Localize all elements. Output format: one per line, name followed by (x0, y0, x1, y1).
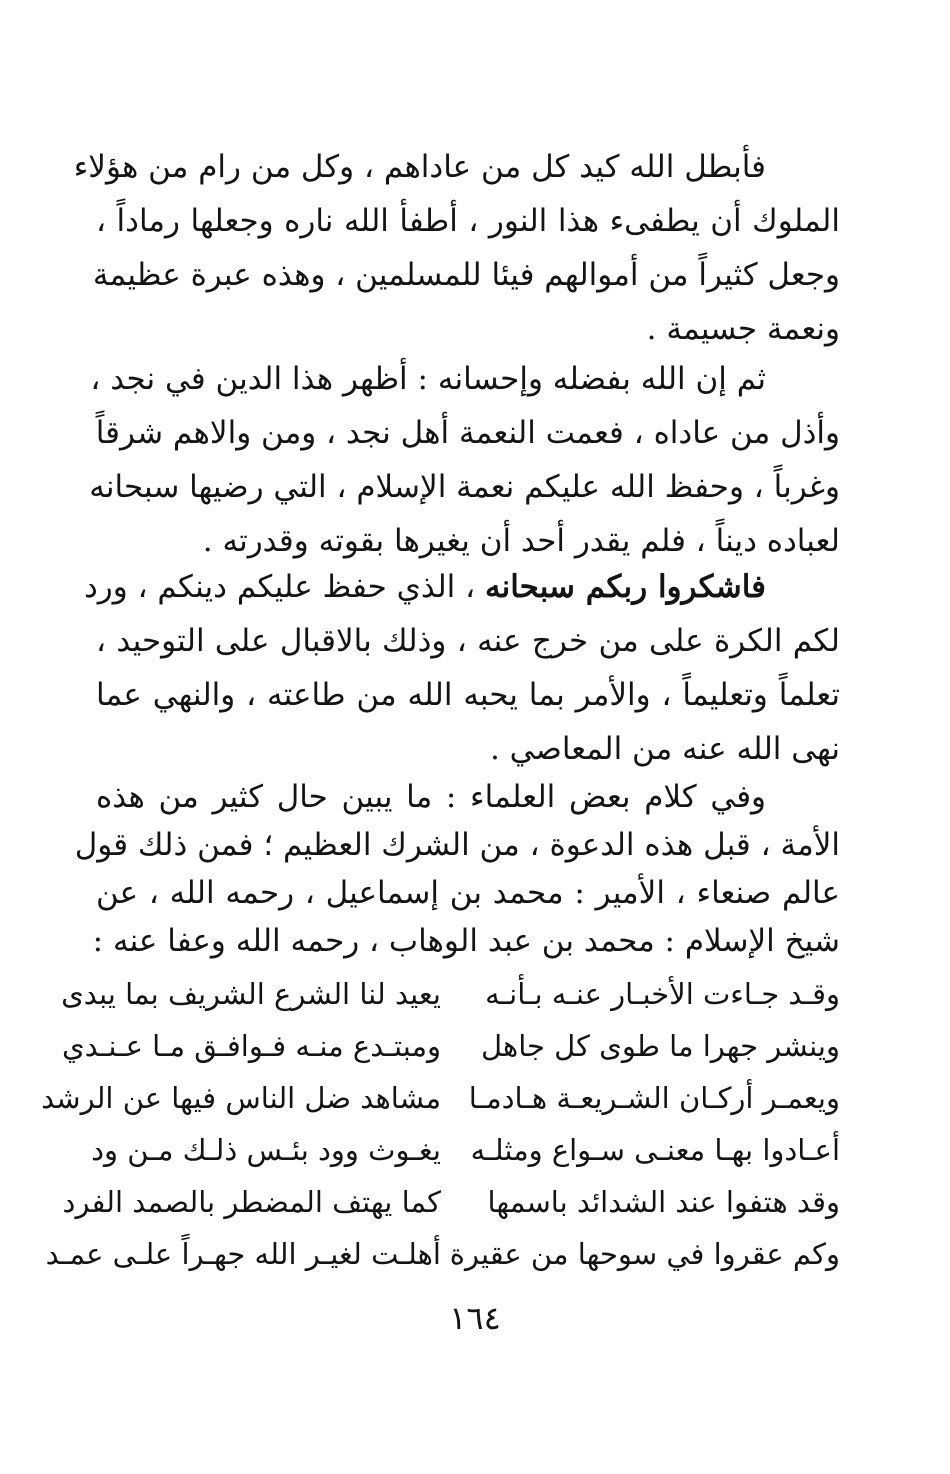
verse-second-hemistich: كما يهتف المضطر بالصمد الفرد (62, 1185, 441, 1219)
verse-second-hemistich: يعيد لنا الشرع الشريف بما يبدى (61, 977, 441, 1011)
verse-first-hemistich: وكم عقروا في سوحها من عقيرة (449, 1237, 840, 1271)
paragraph-line: الأمة ، قبل هذه الدعوة ، من الشرك العظيم ؛ فمن ذلك قول (74, 827, 840, 863)
poem-verse (91, 1122, 840, 1178)
paragraph-line: لكم الكرة على من خرج عنه ، وذلك بالاقبال على التوحيد ، (96, 623, 840, 659)
poem-verse (61, 966, 840, 1022)
paragraph-line: لعباده ديناً ، فلم يقدر أحد أن يغيرها بقوته وقدرته . (202, 523, 840, 559)
verse-first-hemistich: أعـادوا بهـا معنـى سـواع ومثلـه (470, 1133, 840, 1167)
poem (41, 966, 840, 1302)
paragraph-line: عالم صنعاء ، الأمير : محمد بن إسماعيل ، رحمه الله ، عن (96, 875, 840, 911)
poem-verse (45, 1226, 840, 1282)
paragraph-line: وأذل من عاداه ، فعمت النعمة أهل نجد ، ومن والاهم شرقاً (95, 415, 840, 451)
paragraph-line (83, 560, 840, 614)
emphasis-text: فاشكروا ربكم سبحانه (484, 569, 766, 605)
verse-first-hemistich: ويعمـر أركـان الشـريعـة هـادمـا (468, 1081, 840, 1115)
paragraph-line: وجعل كثيراً من أموالهم فيئا للمسلمين ، وهذه عبرة عظيمة (92, 257, 840, 293)
verse-second-hemistich: مشاهد ضل الناس فيها عن الرشد (41, 1081, 441, 1115)
poem-verse (62, 1174, 840, 1230)
verse-first-hemistich: وقـد جـاءت الأخبـار عنـه بـأنـه (485, 977, 840, 1011)
paragraph-line: شيخ الإسلام : محمد بن عبد الوهاب ، رحمه الله وعفا عنه : (92, 923, 840, 959)
paragraph-line: فأبطل الله كيد كل من عاداهم ، وكل من رام من هؤلاء (73, 149, 766, 185)
paragraph-line: الملوك أن يطفىء هذا النور ، أطفأ الله ناره وجعلها رماداً ، (96, 203, 840, 239)
verse-second-hemistich: ومبتـدع منـه فـوافـق مـا عـنـدي (61, 1029, 441, 1063)
paragraph-line-rest: ، الذي حفظ عليكم دينكم ، ورد (83, 569, 485, 605)
paragraph-2 (89, 352, 840, 568)
poem-verse (41, 1070, 840, 1126)
verse-first-hemistich: وقد هتفوا عند الشدائد باسمها (487, 1185, 840, 1219)
paragraph-line: ثم إن الله بفضله وإحسانه : أظهر هذا الدين في نجد ، (90, 361, 766, 397)
verse-first-hemistich: وينشر جهرا ما طوى كل جاهل (480, 1029, 840, 1063)
page-number: ١٦٤ (449, 1299, 501, 1337)
poem-verse (61, 1018, 840, 1074)
paragraph-3 (83, 560, 840, 776)
paragraph-line: نهى الله عنه من المعاصي . (489, 731, 840, 767)
paragraph-4 (74, 770, 840, 970)
paragraph-line: ونعمة جسيمة . (646, 311, 840, 347)
verse-second-hemistich: أهلـت لغيـر الله جهـراً علـى عمـد (45, 1237, 441, 1271)
verse-second-hemistich: يغـوث وود بئـس ذلـك مـن ود (91, 1133, 441, 1167)
paragraph-1 (73, 140, 840, 356)
paragraph-line: تعلماً وتعليماً ، والأمر بما يحبه الله من طاعته ، والنهي عما (96, 677, 840, 713)
paragraph-line: وغرباً ، وحفظ الله عليكم نعمة الإسلام ، التي رضيها سبحانه (89, 469, 840, 505)
paragraph-line: وفي كلام بعض العلماء : ما يبين حال كثير من هذه (96, 779, 766, 815)
